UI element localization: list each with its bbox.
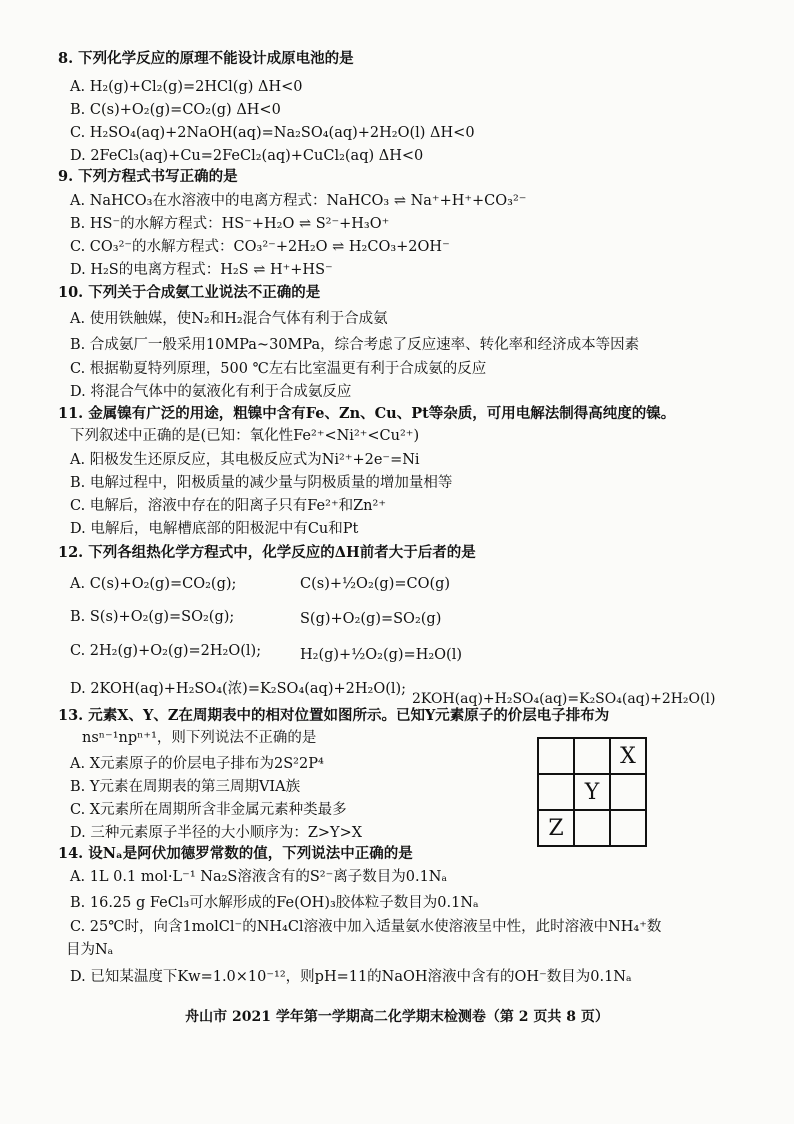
question-14-option-c-line2: 目为Nₐ xyxy=(66,942,114,958)
grid-cell xyxy=(538,738,574,774)
question-13-option-a: A. X元素原子的价层电子排布为2S²2P⁴ xyxy=(70,756,324,772)
grid-cell xyxy=(574,810,610,846)
question-9-stem: 9. 下列方程式书写正确的是 xyxy=(58,168,238,185)
question-13-option-d: D. 三种元素原子半径的大小顺序为：Z>Y>X xyxy=(70,825,363,841)
page-footer: 舟山市 2021 学年第一学期高二化学期末检测卷（第 2 页共 8 页） xyxy=(185,1009,609,1025)
question-12-option-d-right: 2KOH(aq)+H₂SO₄(aq)=K₂SO₄(aq)+2H₂O(l) xyxy=(412,691,716,707)
question-13-stem-line2: nsⁿ⁻¹npⁿ⁺¹，则下列说法不正确的是 xyxy=(82,730,317,746)
grid-cell-y: Y xyxy=(574,774,610,810)
question-9-option-c: C. CO₃²⁻的水解方程式：CO₃²⁻+2H₂O ⇌ H₂CO₃+2OH⁻ xyxy=(70,239,450,255)
question-10-option-a: A. 使用铁触媒，使N₂和H₂混合气体有利于合成氨 xyxy=(70,311,388,327)
question-8-option-c: C. H₂SO₄(aq)+2NaOH(aq)=Na₂SO₄(aq)+2H₂O(l) ΔH<0 xyxy=(70,125,475,141)
question-13-option-b: B. Y元素在周期表的第三周期VIA族 xyxy=(70,779,301,795)
question-13-stem: 13. 元素X、Y、Z在周期表中的相对位置如图所示。已知Y元素原子的价层电子排布为 xyxy=(58,707,610,724)
question-12-stem: 12. 下列各组热化学方程式中，化学反应的ΔH前者大于后者的是 xyxy=(58,544,476,561)
grid-cell-z: Z xyxy=(538,810,574,846)
question-14-option-c: C. 25℃时，向含1molCl⁻的NH₄Cl溶液中加入适量氨水使溶液呈中性，此时溶液中NH₄⁺数 xyxy=(70,919,662,935)
question-8-option-a: A. H₂(g)+Cl₂(g)=2HCl(g) ΔH<0 xyxy=(70,79,303,95)
grid-cell xyxy=(574,738,610,774)
question-12-option-b-left: B. S(s)+O₂(g)=SO₂(g); xyxy=(70,609,235,625)
question-10-option-c: C. 根据勒夏特列原理，500 ℃左右比室温更有利于合成氨的反应 xyxy=(70,361,487,377)
periodic-table-position-grid xyxy=(537,737,647,847)
question-11-option-b: B. 电解过程中，阳极质量的减少量与阴极质量的增加量相等 xyxy=(70,475,453,491)
question-8-option-b: B. C(s)+O₂(g)=CO₂(g) ΔH<0 xyxy=(70,102,281,118)
question-12-option-c-right: H₂(g)+½O₂(g)=H₂O(l) xyxy=(300,647,462,663)
question-10-option-b: B. 合成氨厂一般采用10MPa~30MPa，综合考虑了反应速率、转化率和经济成本等因素 xyxy=(70,337,640,353)
grid-cell xyxy=(538,774,574,810)
question-8-option-d: D. 2FeCl₃(aq)+Cu=2FeCl₂(aq)+CuCl₂(aq) ΔH<0 xyxy=(70,148,424,164)
question-14-stem: 14. 设Nₐ是阿伏加德罗常数的值，下列说法中正确的是 xyxy=(58,845,413,862)
question-13-option-c: C. X元素所在周期所含非金属元素种类最多 xyxy=(70,802,347,818)
question-11-option-c: C. 电解后，溶液中存在的阳离子只有Fe²⁺和Zn²⁺ xyxy=(70,498,386,514)
question-14-option-d: D. 已知某温度下Kw=1.0×10⁻¹²，则pH=11的NaOH溶液中含有的OH⁻数目为0.1Nₐ xyxy=(70,969,632,985)
question-9-option-b: B. HS⁻的水解方程式：HS⁻+H₂O ⇌ S²⁻+H₃O⁺ xyxy=(70,216,390,232)
question-11-stem-line2: 下列叙述中正确的是(已知：氧化性Fe²⁺<Ni²⁺<Cu²⁺) xyxy=(70,428,420,444)
grid-cell xyxy=(610,774,646,810)
question-11-stem: 11. 金属镍有广泛的用途，粗镍中含有Fe、Zn、Cu、Pt等杂质，可用电解法制得高纯度的镍。 xyxy=(58,405,676,422)
question-10-stem: 10. 下列关于合成氨工业说法不正确的是 xyxy=(58,284,321,301)
question-12-option-c-left: C. 2H₂(g)+O₂(g)=2H₂O(l); xyxy=(70,643,262,659)
question-9-option-d: D. H₂S的电离方程式：H₂S ⇌ H⁺+HS⁻ xyxy=(70,262,333,278)
grid-cell-x: X xyxy=(610,738,646,774)
question-14-option-b: B. 16.25 g FeCl₃可水解形成的Fe(OH)₃胶体粒子数目为0.1Nₐ xyxy=(70,895,479,911)
question-10-option-d: D. 将混合气体中的氨液化有利于合成氨反应 xyxy=(70,384,352,400)
question-9-option-a: A. NaHCO₃在水溶液中的电离方程式：NaHCO₃ ⇌ Na⁺+H⁺+CO₃²⁻ xyxy=(70,193,527,209)
grid-cell xyxy=(610,810,646,846)
question-8-stem: 8. 下列化学反应的原理不能设计成原电池的是 xyxy=(58,50,354,67)
question-12-option-b-right: S(g)+O₂(g)=SO₂(g) xyxy=(300,611,442,627)
question-11-option-d: D. 电解后，电解槽底部的阳极泥中有Cu和Pt xyxy=(70,521,359,537)
question-14-option-a: A. 1L 0.1 mol·L⁻¹ Na₂S溶液含有的S²⁻离子数目为0.1Nₐ xyxy=(70,869,448,885)
question-12-option-a-right: C(s)+½O₂(g)=CO(g) xyxy=(300,576,451,592)
question-12-option-a-left: A. C(s)+O₂(g)=CO₂(g); xyxy=(70,576,237,592)
question-11-option-a: A. 阳极发生还原反应，其电极反应式为Ni²⁺+2e⁻=Ni xyxy=(70,452,420,468)
question-12-option-d-left: D. 2KOH(aq)+H₂SO₄(浓)=K₂SO₄(aq)+2H₂O(l); xyxy=(70,681,407,697)
